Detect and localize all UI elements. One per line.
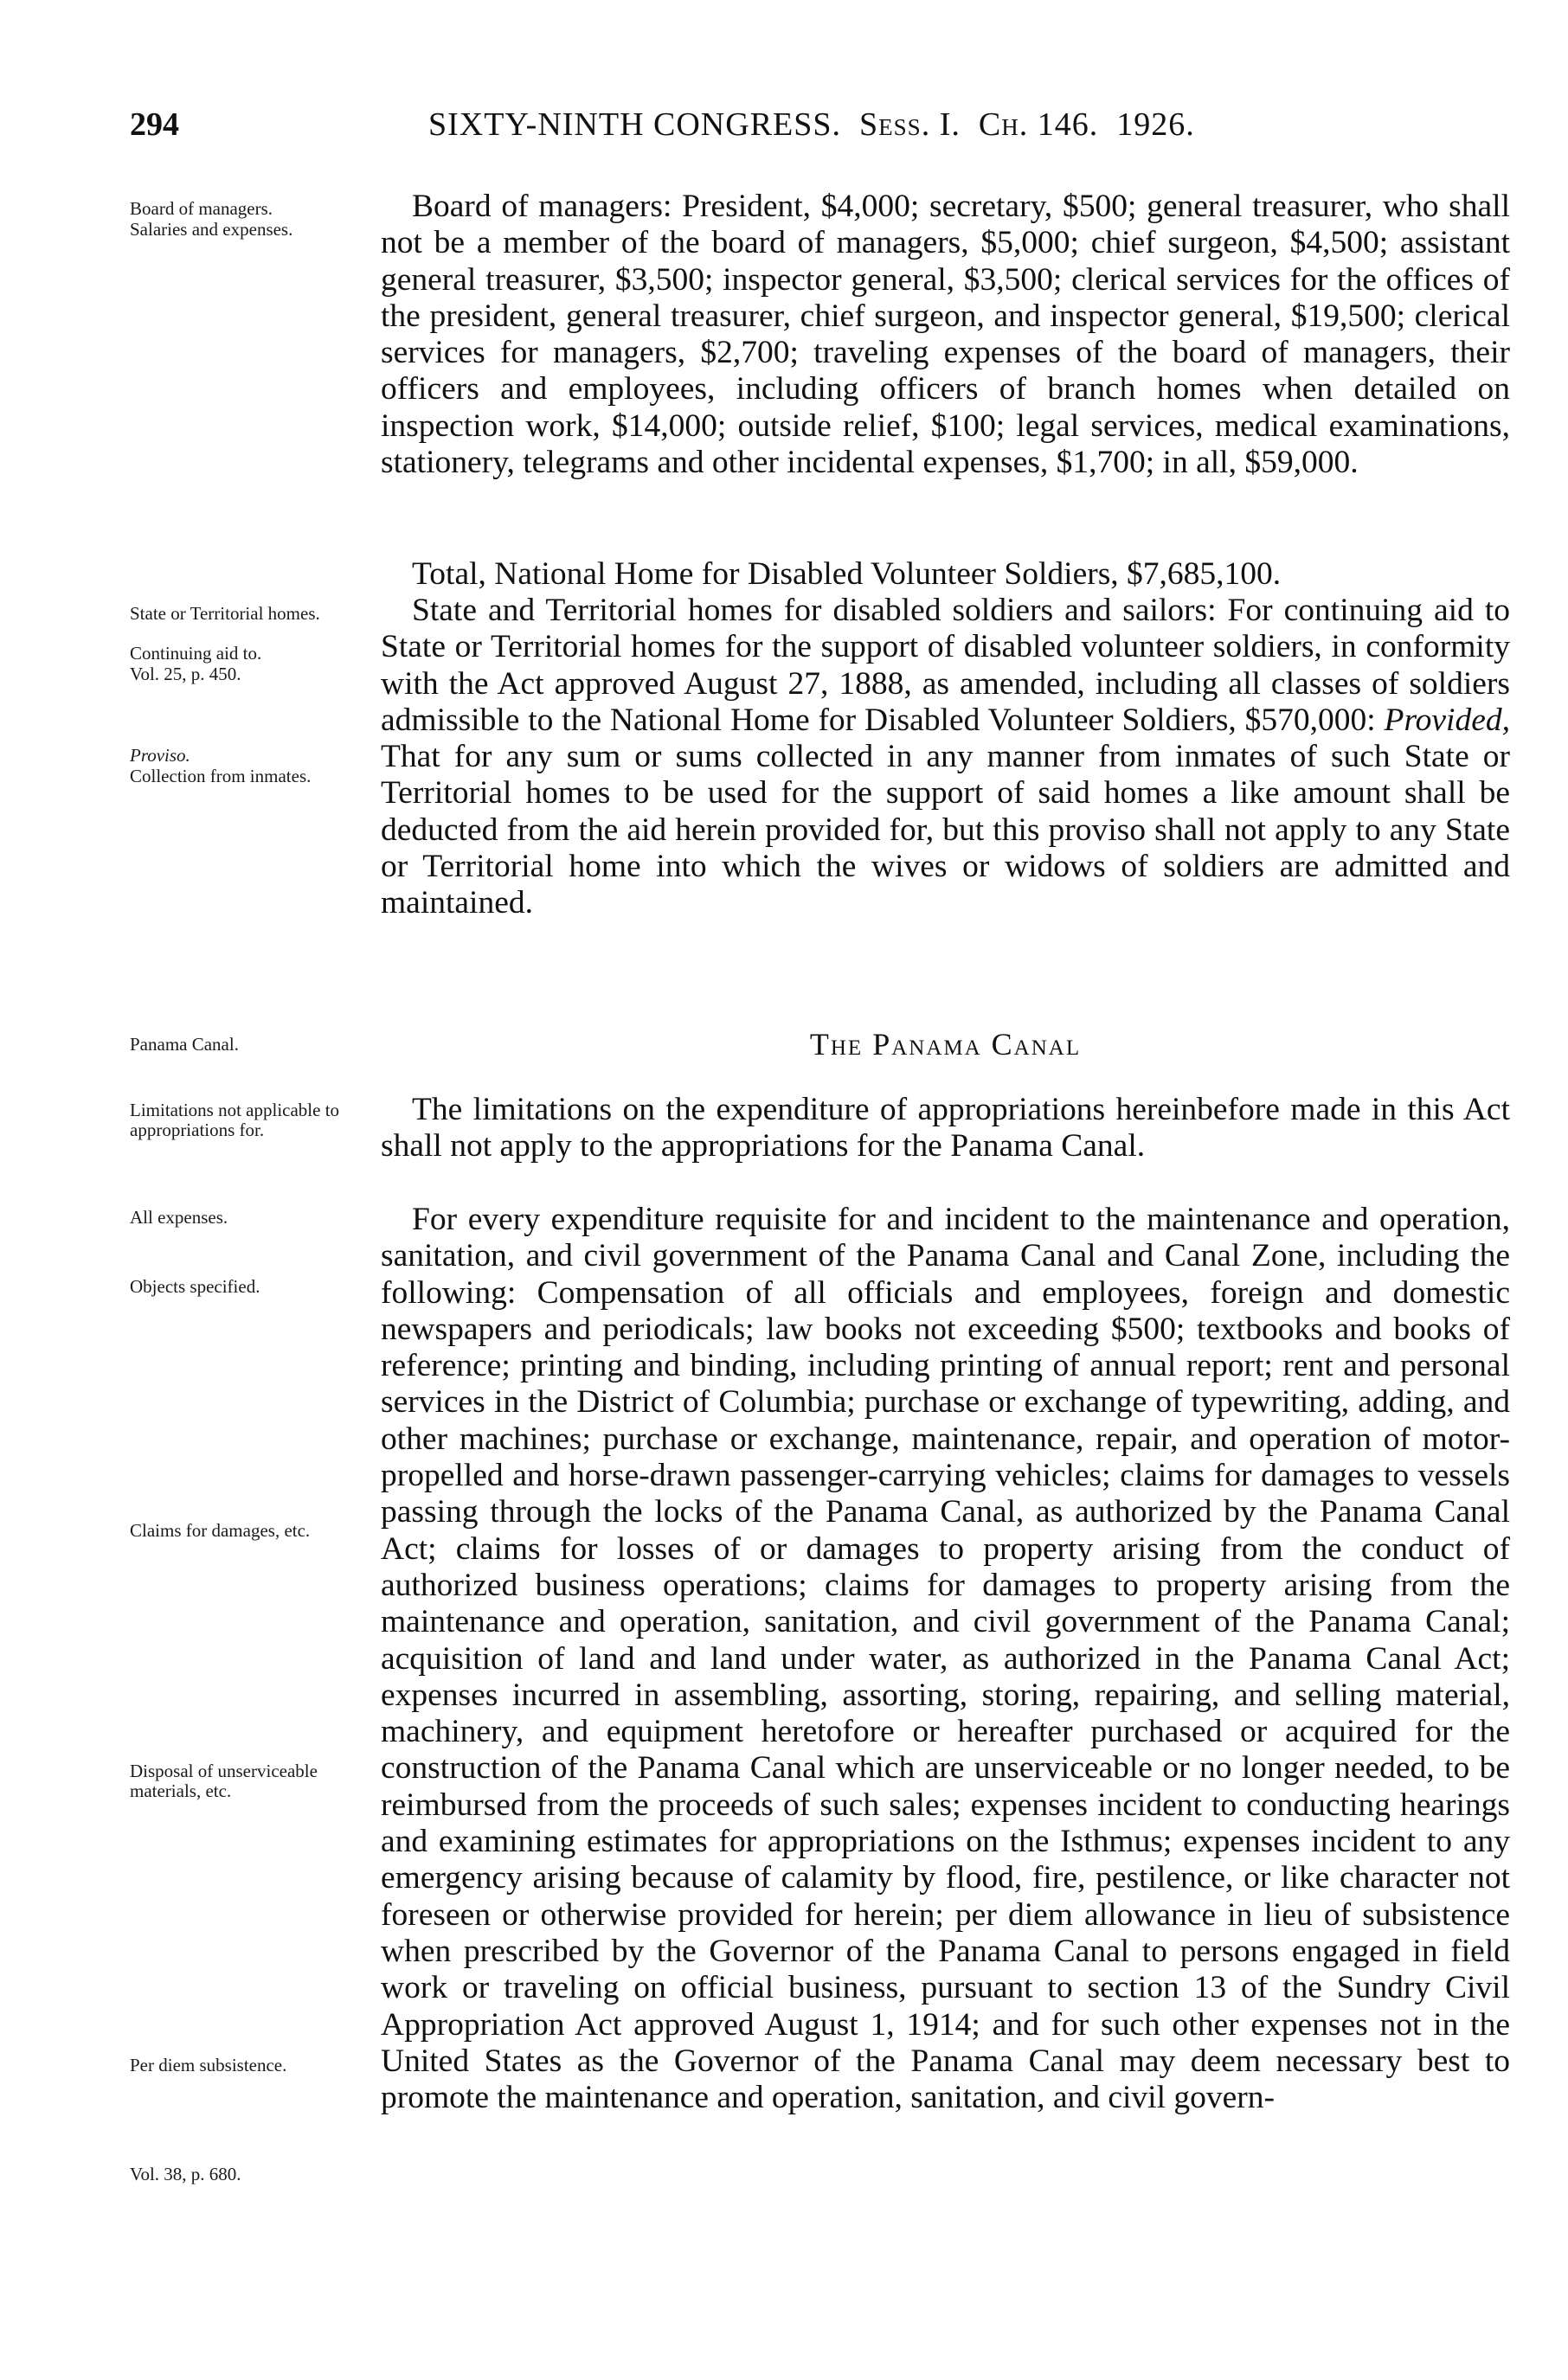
state-homes-text-b: That for any sum or sums collected in any manner from inmates of such State or Territorial homes to be used for the support of said homes a like amount shall be deducted from the aid herein provided for, but this proviso shall not apply to any State or Territorial home into which the wives or widows of soldiers are admitted and maintained.: [381, 739, 1510, 921]
margin-note-panama-canal: Panama Canal.: [130, 1034, 239, 1055]
year-label: 1926.: [1116, 106, 1195, 143]
margin-note-proviso: [130, 746, 372, 766]
margin-note-collection-inmates: Collection from inmates.: [130, 766, 312, 786]
margin-note-limitations: Limitations not applicable to appropriations for.: [130, 1100, 340, 1140]
paragraph-state-homes: [381, 593, 1510, 922]
margin-note-disposal-materials: Disposal of unserviceable materials, etc.: [130, 1761, 318, 1801]
provided-term: Provided,: [1384, 702, 1510, 738]
session-label: Sess. I.: [859, 106, 961, 143]
margin-note-continuing-aid: Continuing aid to.: [130, 643, 262, 664]
paragraph-total: Total, National Home for Disabled Volunteer Soldiers, $7,685,100.: [412, 556, 1282, 592]
margin-note-state-homes: State or Territorial homes.: [130, 603, 320, 624]
page-number: 294: [130, 106, 179, 143]
running-header: [130, 106, 1514, 157]
margin-note-board-of-managers: Board of managers.: [130, 198, 273, 219]
margin-note-all-expenses: All expenses.: [130, 1207, 228, 1228]
paragraph-board-of-managers: Board of managers: President, $4,000; secretary, $500; general treasurer, who shall not be a member of the board of managers, $5,000; chief surgeon, $4,500; assistant general treasurer, $3,500; inspector general, $3,500; clerical services for the offices of the president, general treasurer, chief surgeon, and inspector general, $19,500; clerical services for managers, $2,700; traveling expenses of the board of managers, their officers and employees, including officers of branch homes when detailed on inspection work, $14,000; outside relief, $100; legal services, medical examinations, stationery, telegrams and other incidental expenses, $1,700; in all, $59,000.: [381, 189, 1510, 481]
margin-note-objects-specified: Objects specified.: [130, 1276, 260, 1297]
paragraph-expenditure: For every expenditure requisite for and incident to the maintenance and operation, sanitation, and civil government of the Panama Canal and Canal Zone, including the following: Compensation of all officials and employees, foreign and domestic newspapers and periodicals; law books not exceeding $500; textbooks and books of reference; printing and binding, including printing of annual report; rent and personal services in the District of Columbia; purchase or exchange of typewriting, adding, and other machines; purchase or exchange, maintenance, repair, and operation of motor-propelled and horse-drawn passenger-carrying vehicles; claims for damages to vessels passing through the locks of the Panama Canal, as authorized by the Panama Canal Act; claims for losses of or damages to property arising from the conduct of authorized business operations; claims for damages to property arising from the maintenance and operation, sanitation, and civil government of the Panama Canal; acquisition of land and land under water, as authorized in the Panama Canal Act; expenses incurred in assembling, assorting, storing, repairing, and selling material, machinery, and equipment heretofore or hereafter purchased or acquired for the construction of the Panama Canal which are unserviceable or no longer needed, to be reimbursed from the proceeds of such sales; expenses incident to conducting hearings and examining estimates for appropriations on the Isthmus; expenses incident to any emergency arising because of calamity by flood, fire, pestilence, or like character not foreseen or otherwise provided for herein; per diem allowance in lieu of subsistence when prescribed by the Governor of the Panama Canal to persons engaged in field work or traveling on official business, pursuant to section 13 of the Sundry Civil Appropriation Act approved August 1, 1914; and for such other expenses not in the United States as the Governor of the Panama Canal may deem necessary best to promote the maintenance and operation, sanitation, and civil govern-: [381, 1202, 1510, 2116]
margin-note-claims-damages: Claims for damages, etc.: [130, 1520, 311, 1541]
chapter-label: Ch. 146.: [978, 106, 1099, 143]
state-homes-text-a: State and Territorial homes for disabled soldiers and sailors: For continuing aid to State or Territorial homes for the support of disabled volunteer soldiers, in conformity with the Act approved August 27, 1888, as amended, including all classes of soldiers admissible to the National Home for Disabled Volunteer Soldiers, $570,000:: [381, 593, 1510, 738]
margin-note-vol-25: Vol. 25, p. 450.: [130, 664, 241, 684]
margin-note-vol-38: Vol. 38, p. 680.: [130, 2164, 241, 2184]
margin-note-per-diem: Per diem subsistence.: [130, 2055, 287, 2075]
proviso-label: Proviso.: [130, 745, 190, 766]
paragraph-limitations: The limitations on the expenditure of appropriations hereinbefore made in this Act shall not apply to the appropriations for the Panama Canal.: [381, 1092, 1510, 1164]
margin-note-salaries-expenses: Salaries and expenses.: [130, 219, 293, 240]
section-heading-panama-canal: The Panama Canal: [809, 1027, 1082, 1062]
congress-title: SIXTY-NINTH CONGRESS.: [428, 106, 842, 143]
running-head-title: [428, 106, 1195, 144]
